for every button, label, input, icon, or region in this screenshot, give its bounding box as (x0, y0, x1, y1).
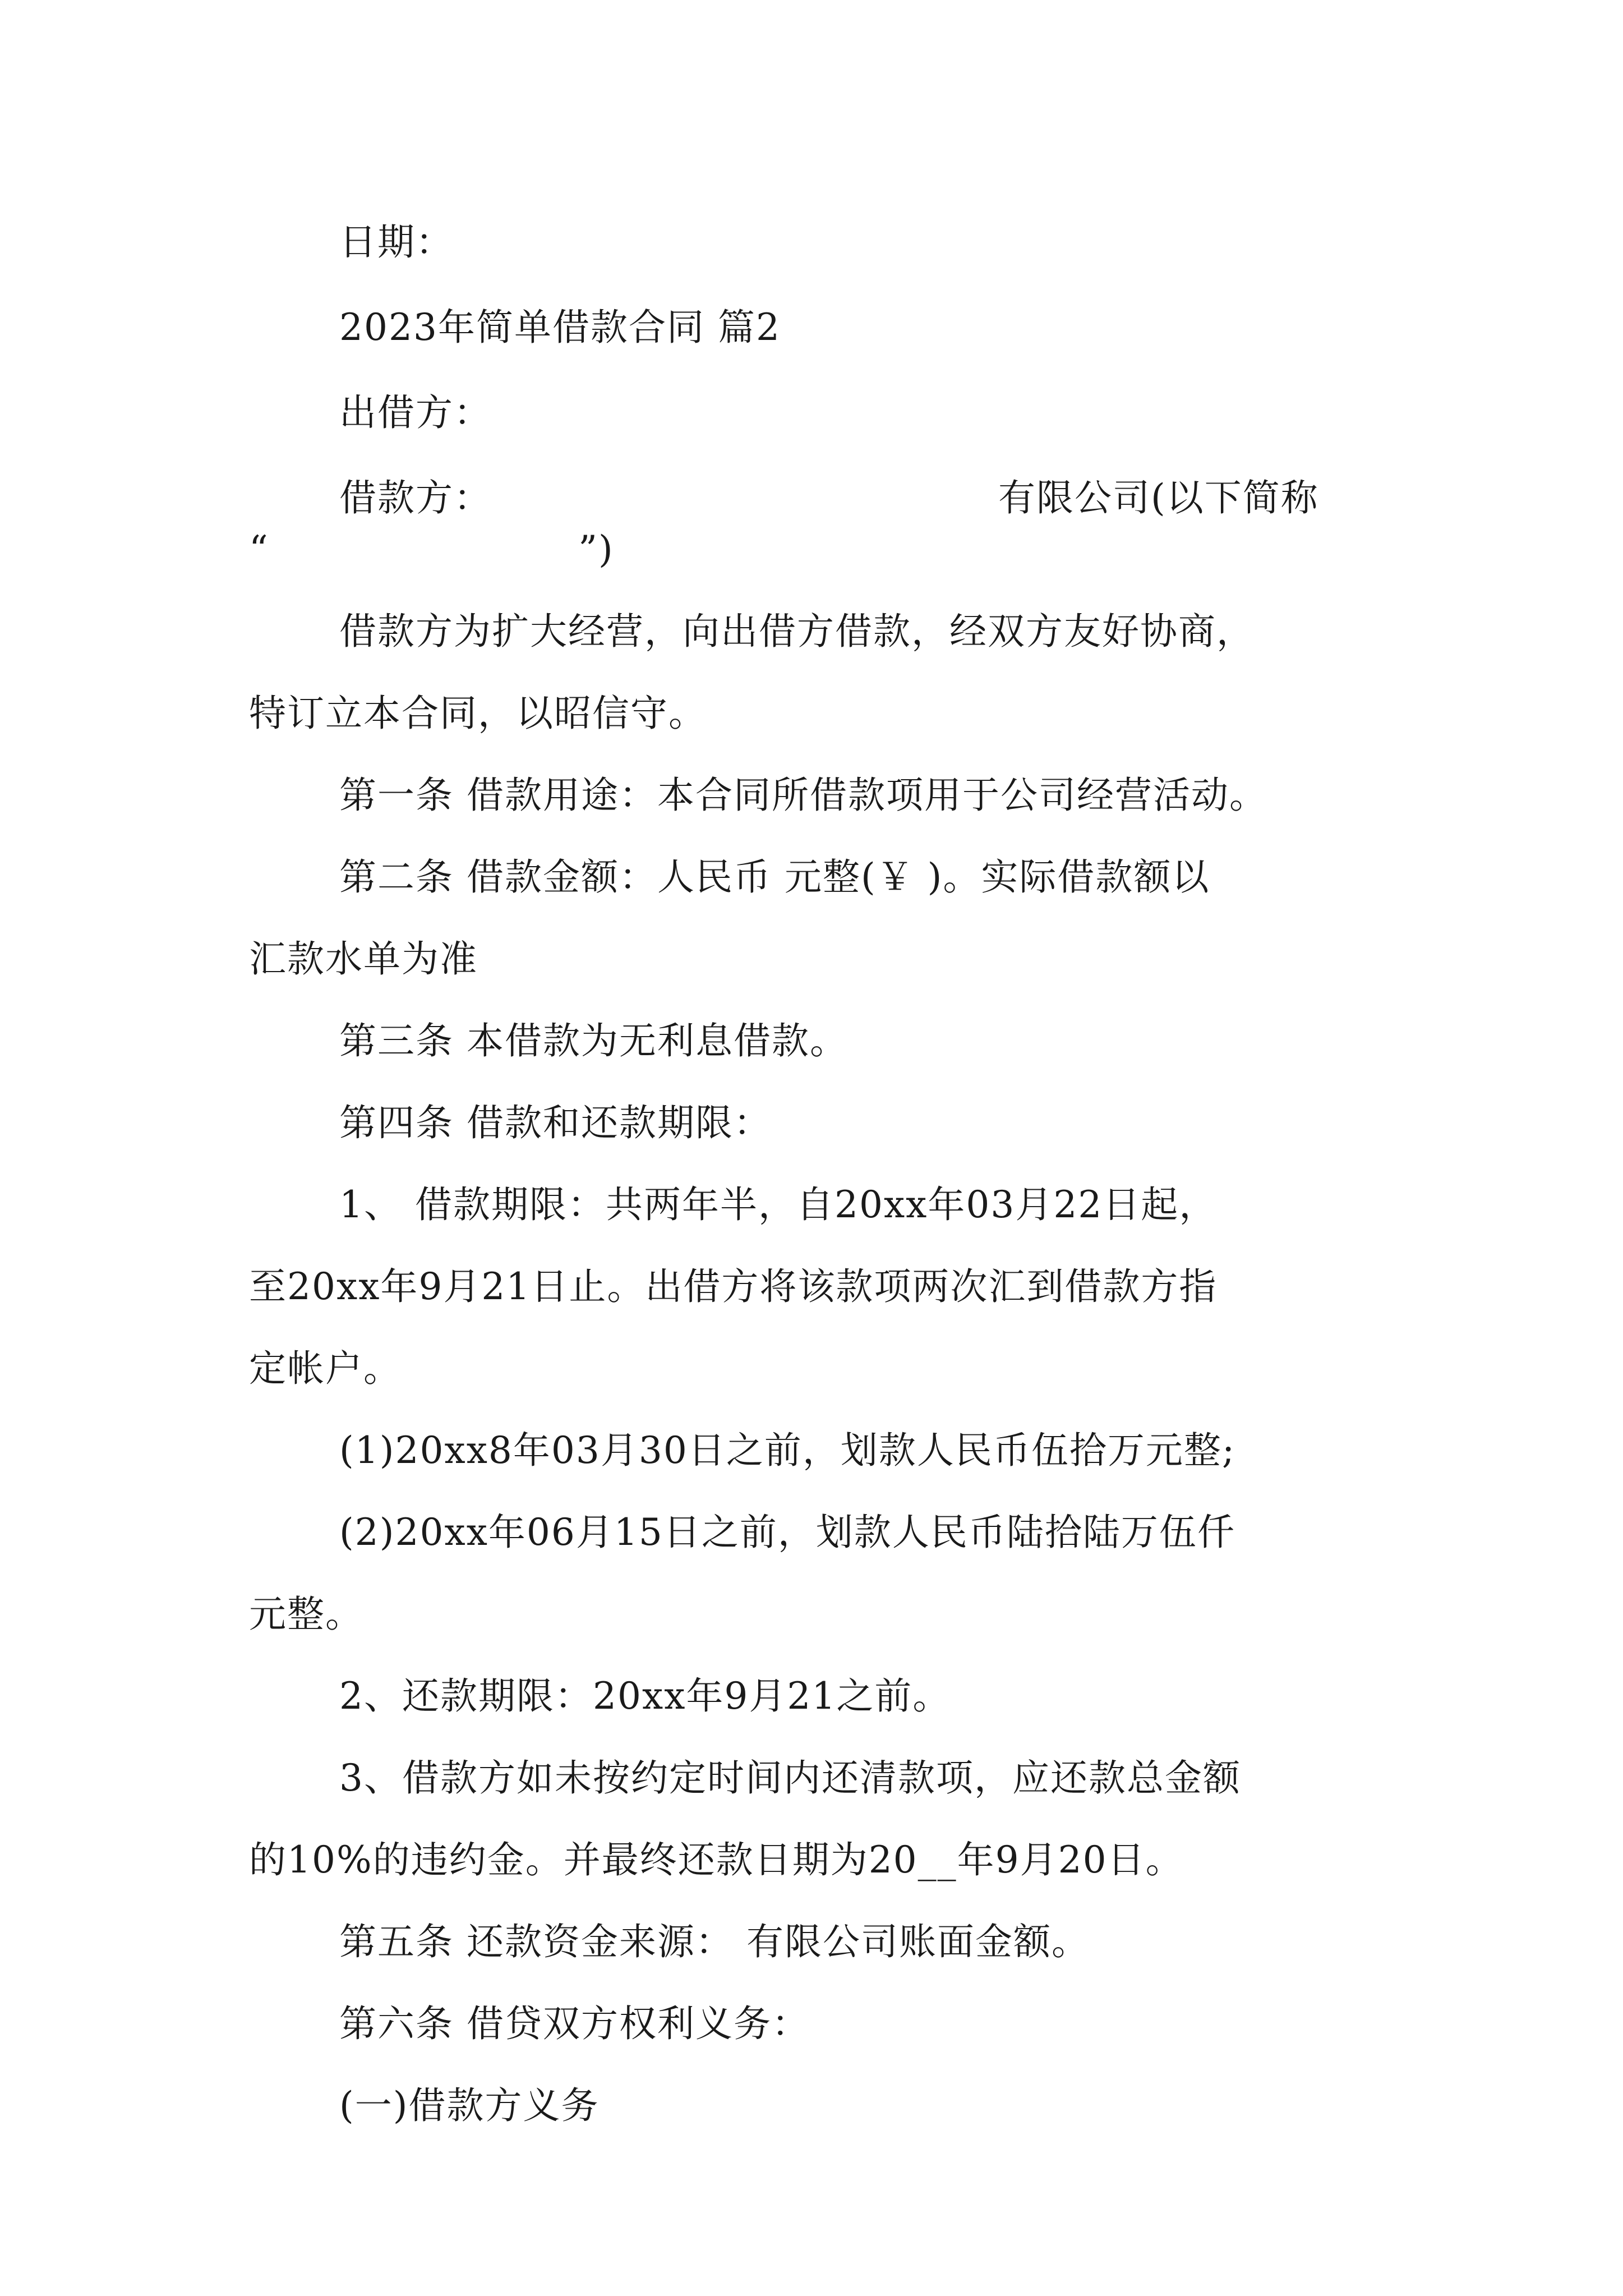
preamble-line-2: 特订立本合同，以昭信守。 (249, 692, 707, 735)
clause-4-2: 2、还款期限：20xx年9月21之前。 (339, 1674, 951, 1718)
contract-title: 2023年简单借款合同 篇2 (339, 306, 781, 349)
clause-4-3-line-2: 的10%的违约金。并最终还款日期为20__年9月20日。 (249, 1838, 1184, 1881)
article-6: 第六条 借贷双方权利义务： (339, 2002, 810, 2045)
clause-4-1-line-1: 1、 借款期限：共两年半，自20xx年03月22日起， (339, 1183, 1218, 1226)
installment-2-line-2: 元整。 (249, 1593, 363, 1636)
installment-2-line-1: (2)20xx年06月15日之前，划款人民币陆拾陆万伍仟 (339, 1511, 1235, 1554)
borrower-short-name: “ ”) (249, 528, 614, 571)
article-3: 第三条 本借款为无利息借款。 (339, 1019, 848, 1062)
article-5: 第五条 还款资金来源： 有限公司账面金额。 (339, 1920, 1090, 1963)
article-2-line-2: 汇款水单为准 (249, 937, 478, 981)
date-label: 日期： (339, 220, 454, 264)
article-1: 第一条 借款用途：本合同所借款项用于公司经营活动。 (339, 774, 1267, 817)
article-2-line-1: 第二条 借款金额：人民币 元整(￥ )。实际借款额以 (339, 855, 1210, 899)
clause-4-1-line-3: 定帐户。 (249, 1347, 402, 1390)
lender-label: 出借方： (339, 391, 492, 434)
clause-4-3-line-1: 3、借款方如未按约定时间内还清款项，应还款总金额 (339, 1756, 1241, 1800)
clause-4-1-line-2: 至20xx年9月21日止。出借方将该款项两次汇到借款方指 (249, 1265, 1218, 1308)
installment-1: (1)20xx8年03月30日之前，划款人民币伍拾万元整; (339, 1429, 1236, 1472)
borrower-company-suffix: 有限公司(以下简称 (998, 476, 1319, 519)
article-4: 第四条 借款和还款期限： (339, 1101, 772, 1144)
preamble-line-1: 借款方为扩大经营，向出借方借款，经双方友好协商， (339, 610, 1255, 653)
article-6-part-1: (一)借款方义务 (339, 2084, 600, 2127)
borrower-label: 借款方： (339, 476, 492, 519)
